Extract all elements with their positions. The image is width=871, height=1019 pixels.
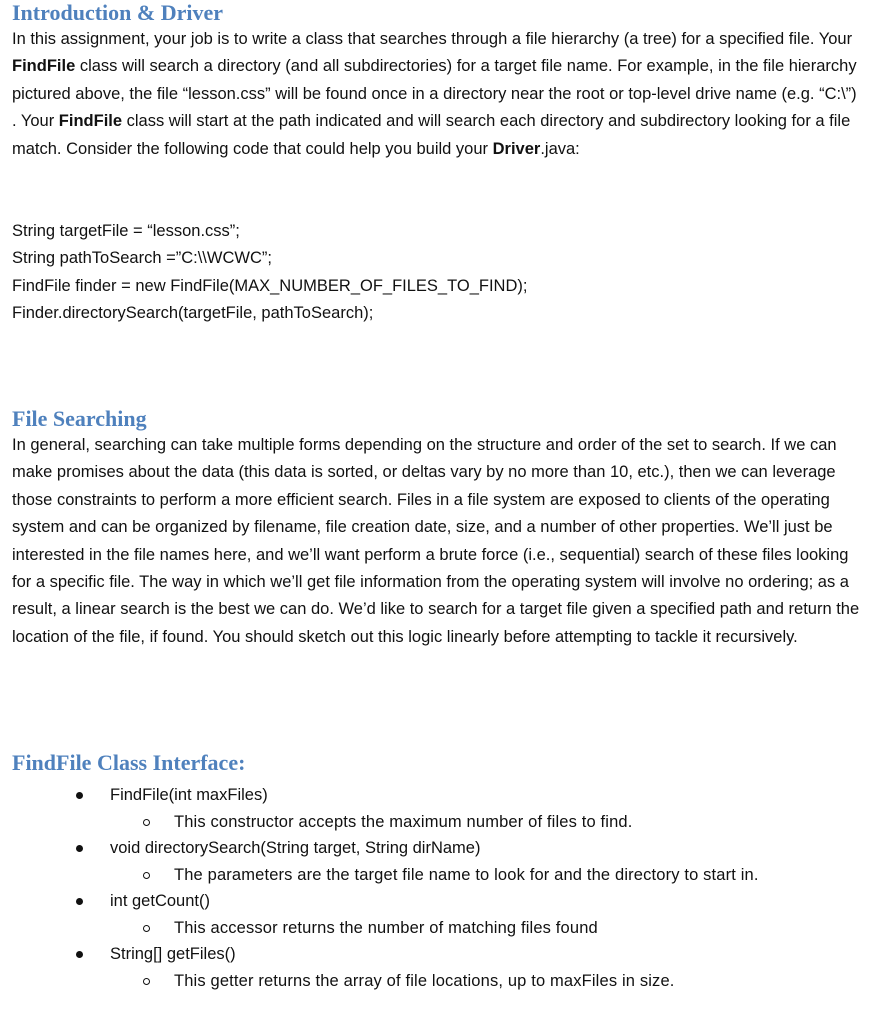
code-line: FindFile finder = new FindFile(MAX_NUMBER_OF_FILES_TO_FIND); (12, 276, 528, 295)
driver-code-snippet (12, 218, 527, 328)
bullet-icon (76, 792, 83, 799)
method-detail-list (110, 809, 860, 836)
interface-heading: FindFile Class Interface: (12, 750, 246, 775)
interface-method-list (12, 782, 860, 994)
hollow-bullet-icon (143, 925, 150, 932)
hollow-bullet-icon (143, 978, 150, 985)
bullet-icon (76, 845, 83, 852)
file-searching-heading: File Searching (12, 406, 147, 431)
code-line: Finder.directorySearch(targetFile, pathToSearch); (12, 304, 374, 323)
method-description (12, 809, 860, 836)
method-description-text: This constructor accepts the maximum number of files to find. (174, 812, 633, 831)
intro-text-4: .java: (540, 139, 580, 158)
hollow-bullet-icon (143, 872, 150, 879)
method-detail-list (110, 862, 860, 889)
method-description-text: This accessor returns the number of matching files found (174, 918, 598, 937)
method-detail-list (110, 968, 860, 995)
method-description-text: The parameters are the target file name to look for and the directory to start in. (174, 865, 759, 884)
intro-text-3: class will start at the path indicated and will search each directory and subdirectory looking for a file match. Consider the following code that could help you build your (12, 112, 851, 158)
code-line: String targetFile = “lesson.css”; (12, 222, 240, 240)
method-item (12, 835, 860, 888)
findfile-term: FindFile (12, 57, 76, 76)
intro-heading: Introduction & Driver (12, 0, 224, 25)
intro-text-2: class will search a directory (and all subdirectories) for a target file name. For example, in the file hierarchy pictured above, the file “lesson.css” will be found once in a directory near the root or top-level drive name (e.g. “C:\”) . Your (12, 57, 857, 131)
driver-term: Driver (492, 139, 541, 158)
method-description (12, 915, 860, 942)
method-signature: void directorySearch(String target, String dirName) (110, 839, 481, 857)
method-detail-list (110, 915, 860, 942)
method-item (12, 888, 860, 941)
method-signature: String[] getFiles() (110, 945, 236, 963)
file-searching-paragraph: In general, searching can take multiple forms depending on the structure and order of the set to search. If we can make promises about the data (this data is sorted, or deltas vary by no more than 10, etc.), then we can leverage those constraints to perform a more efficient search. Files in a file system are exposed to clients of the operating system and can be organized by filename, file creation date, size, and a number of other properties. We’ll just be interested in the file names here, and we’ll want perform a brute force (i.e., sequential) search of these files looking for a specific file. The way in which we’ll get file information from the operating system will involve no ordering; as a result, a linear search is the best we can do. We’d like to search for a target file given a specified path and return the location of the file, if found. You should sketch out this logic linearly before attempting to tackle it recursively. (12, 436, 860, 646)
intro-text-1: In this assignment, your job is to write a class that searches through a file hierarchy (a tree) for a specified file. Your (12, 30, 853, 48)
method-signature: int getCount() (110, 892, 210, 910)
method-item (12, 941, 860, 994)
intro-paragraph (12, 26, 860, 163)
hollow-bullet-icon (143, 819, 150, 826)
findfile-term: FindFile (58, 112, 123, 131)
bullet-icon (76, 898, 83, 905)
code-line: String pathToSearch =”C:\\WCWC”; (12, 249, 272, 268)
method-description-text: This getter returns the array of file locations, up to maxFiles in size. (174, 971, 675, 990)
method-item (12, 782, 860, 835)
bullet-icon (76, 951, 83, 958)
method-signature: FindFile(int maxFiles) (110, 786, 268, 804)
method-description (12, 862, 860, 889)
method-description (12, 968, 860, 995)
